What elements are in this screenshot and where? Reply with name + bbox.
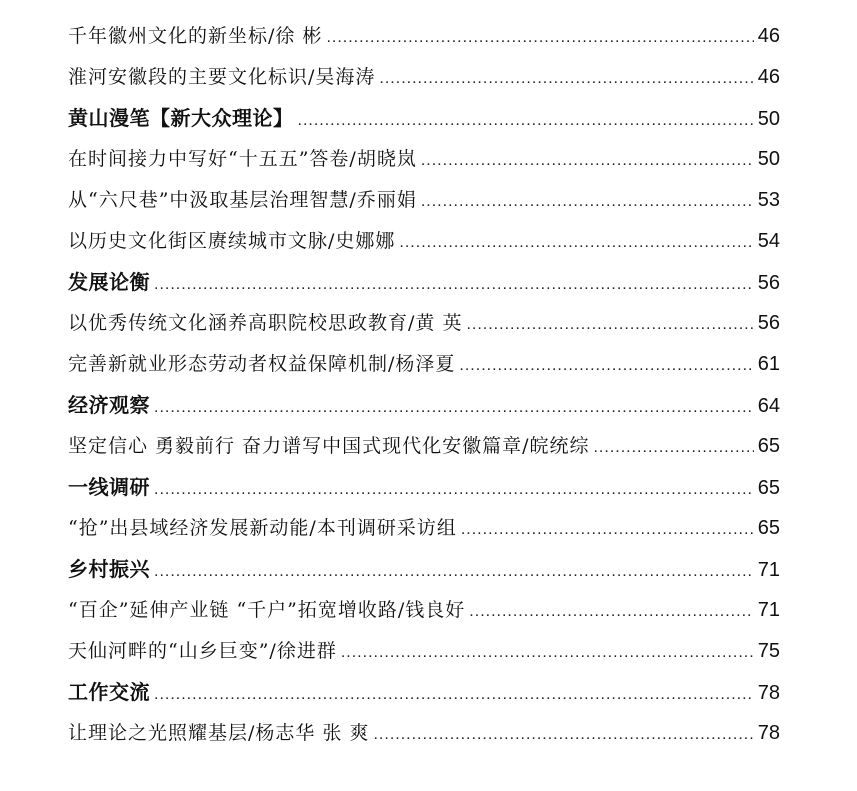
page-number: 78 [757, 682, 780, 704]
entry-title: 以历史文化街区赓续城市文脉/史娜娜 [68, 230, 396, 252]
page-number: 50 [757, 148, 780, 170]
page-number: 71 [757, 599, 780, 621]
dot-leader [421, 181, 754, 222]
section-heading[interactable] [68, 467, 780, 508]
toc-entry[interactable] [68, 180, 780, 221]
toc-entry[interactable] [68, 16, 780, 57]
dot-leader [593, 427, 754, 468]
section-title: 黄山漫笔【新大众理论】 [68, 106, 294, 130]
page-number: 56 [757, 312, 780, 334]
entry-title: 让理论之光照耀基层/杨志华 张 爽 [68, 722, 370, 744]
entry-title: 以优秀传统文化涵养高职院校思政教育/黄 英 [68, 312, 463, 334]
entry-title: 在时间接力中写好“十五五”答卷/胡晓岚 [68, 148, 417, 170]
dot-leader [459, 345, 754, 386]
entry-title: 坚定信心 勇毅前行 奋力谱写中国式现代化安徽篇章/皖统综 [68, 435, 590, 457]
entry-title: “抢”出县域经济发展新动能/本刊调研采访组 [68, 517, 457, 539]
dot-leader [373, 714, 754, 755]
dot-leader [154, 674, 754, 715]
entry-title: 从“六尺巷”中汲取基层治理智慧/乔丽娟 [68, 189, 417, 211]
dot-leader [154, 264, 754, 305]
entry-title: 完善新就业形态劳动者权益保障机制/杨泽夏 [68, 353, 456, 375]
section-title: 发展论衡 [68, 270, 150, 294]
toc-entry[interactable] [68, 631, 780, 672]
entry-title: 天仙河畔的“山乡巨变”/徐进群 [68, 640, 337, 662]
entry-title: 淮河安徽段的主要文化标识/吴海涛 [68, 66, 376, 88]
table-of-contents [68, 16, 780, 754]
page-number: 65 [757, 477, 780, 499]
entry-title: 千年徽州文化的新坐标/徐 彬 [68, 25, 323, 47]
dot-leader [421, 140, 754, 181]
section-heading[interactable] [68, 262, 780, 303]
page-number: 54 [757, 230, 780, 252]
toc-entry[interactable] [68, 221, 780, 262]
toc-entry[interactable] [68, 303, 780, 344]
page-number: 65 [757, 517, 780, 539]
toc-entry[interactable] [68, 344, 780, 385]
section-title: 经济观察 [68, 393, 150, 417]
dot-leader [379, 58, 754, 99]
section-heading[interactable] [68, 98, 780, 139]
dot-leader [341, 632, 754, 673]
dot-leader [399, 222, 754, 263]
dot-leader [154, 469, 754, 510]
dot-leader [154, 551, 754, 592]
dot-leader [154, 387, 754, 428]
toc-entry[interactable] [68, 426, 780, 467]
page-number: 61 [757, 353, 780, 375]
section-title: 乡村振兴 [68, 557, 150, 581]
toc-entry[interactable] [68, 139, 780, 180]
dot-leader [326, 17, 754, 58]
page-number: 78 [757, 722, 780, 744]
entry-title: “百企”延伸产业链 “千户”拓宽增收路/钱良好 [68, 599, 466, 621]
dot-leader [466, 304, 754, 345]
toc-entry[interactable] [68, 713, 780, 754]
page-number: 75 [757, 640, 780, 662]
toc-entry[interactable] [68, 590, 780, 631]
section-heading[interactable] [68, 672, 780, 713]
page-number: 71 [757, 559, 780, 581]
page-number: 56 [757, 272, 780, 294]
dot-leader [461, 509, 754, 550]
page-number: 65 [757, 435, 780, 457]
page-number: 46 [757, 25, 780, 47]
section-title: 一线调研 [68, 475, 150, 499]
dot-leader [469, 591, 754, 632]
section-heading[interactable] [68, 549, 780, 590]
toc-entry[interactable] [68, 508, 780, 549]
section-title: 工作交流 [68, 680, 150, 704]
page-number: 53 [757, 189, 780, 211]
page-number: 64 [757, 395, 780, 417]
section-heading[interactable] [68, 385, 780, 426]
page-number: 50 [757, 108, 780, 130]
page-number: 46 [757, 66, 780, 88]
dot-leader [298, 100, 755, 141]
toc-entry[interactable] [68, 57, 780, 98]
